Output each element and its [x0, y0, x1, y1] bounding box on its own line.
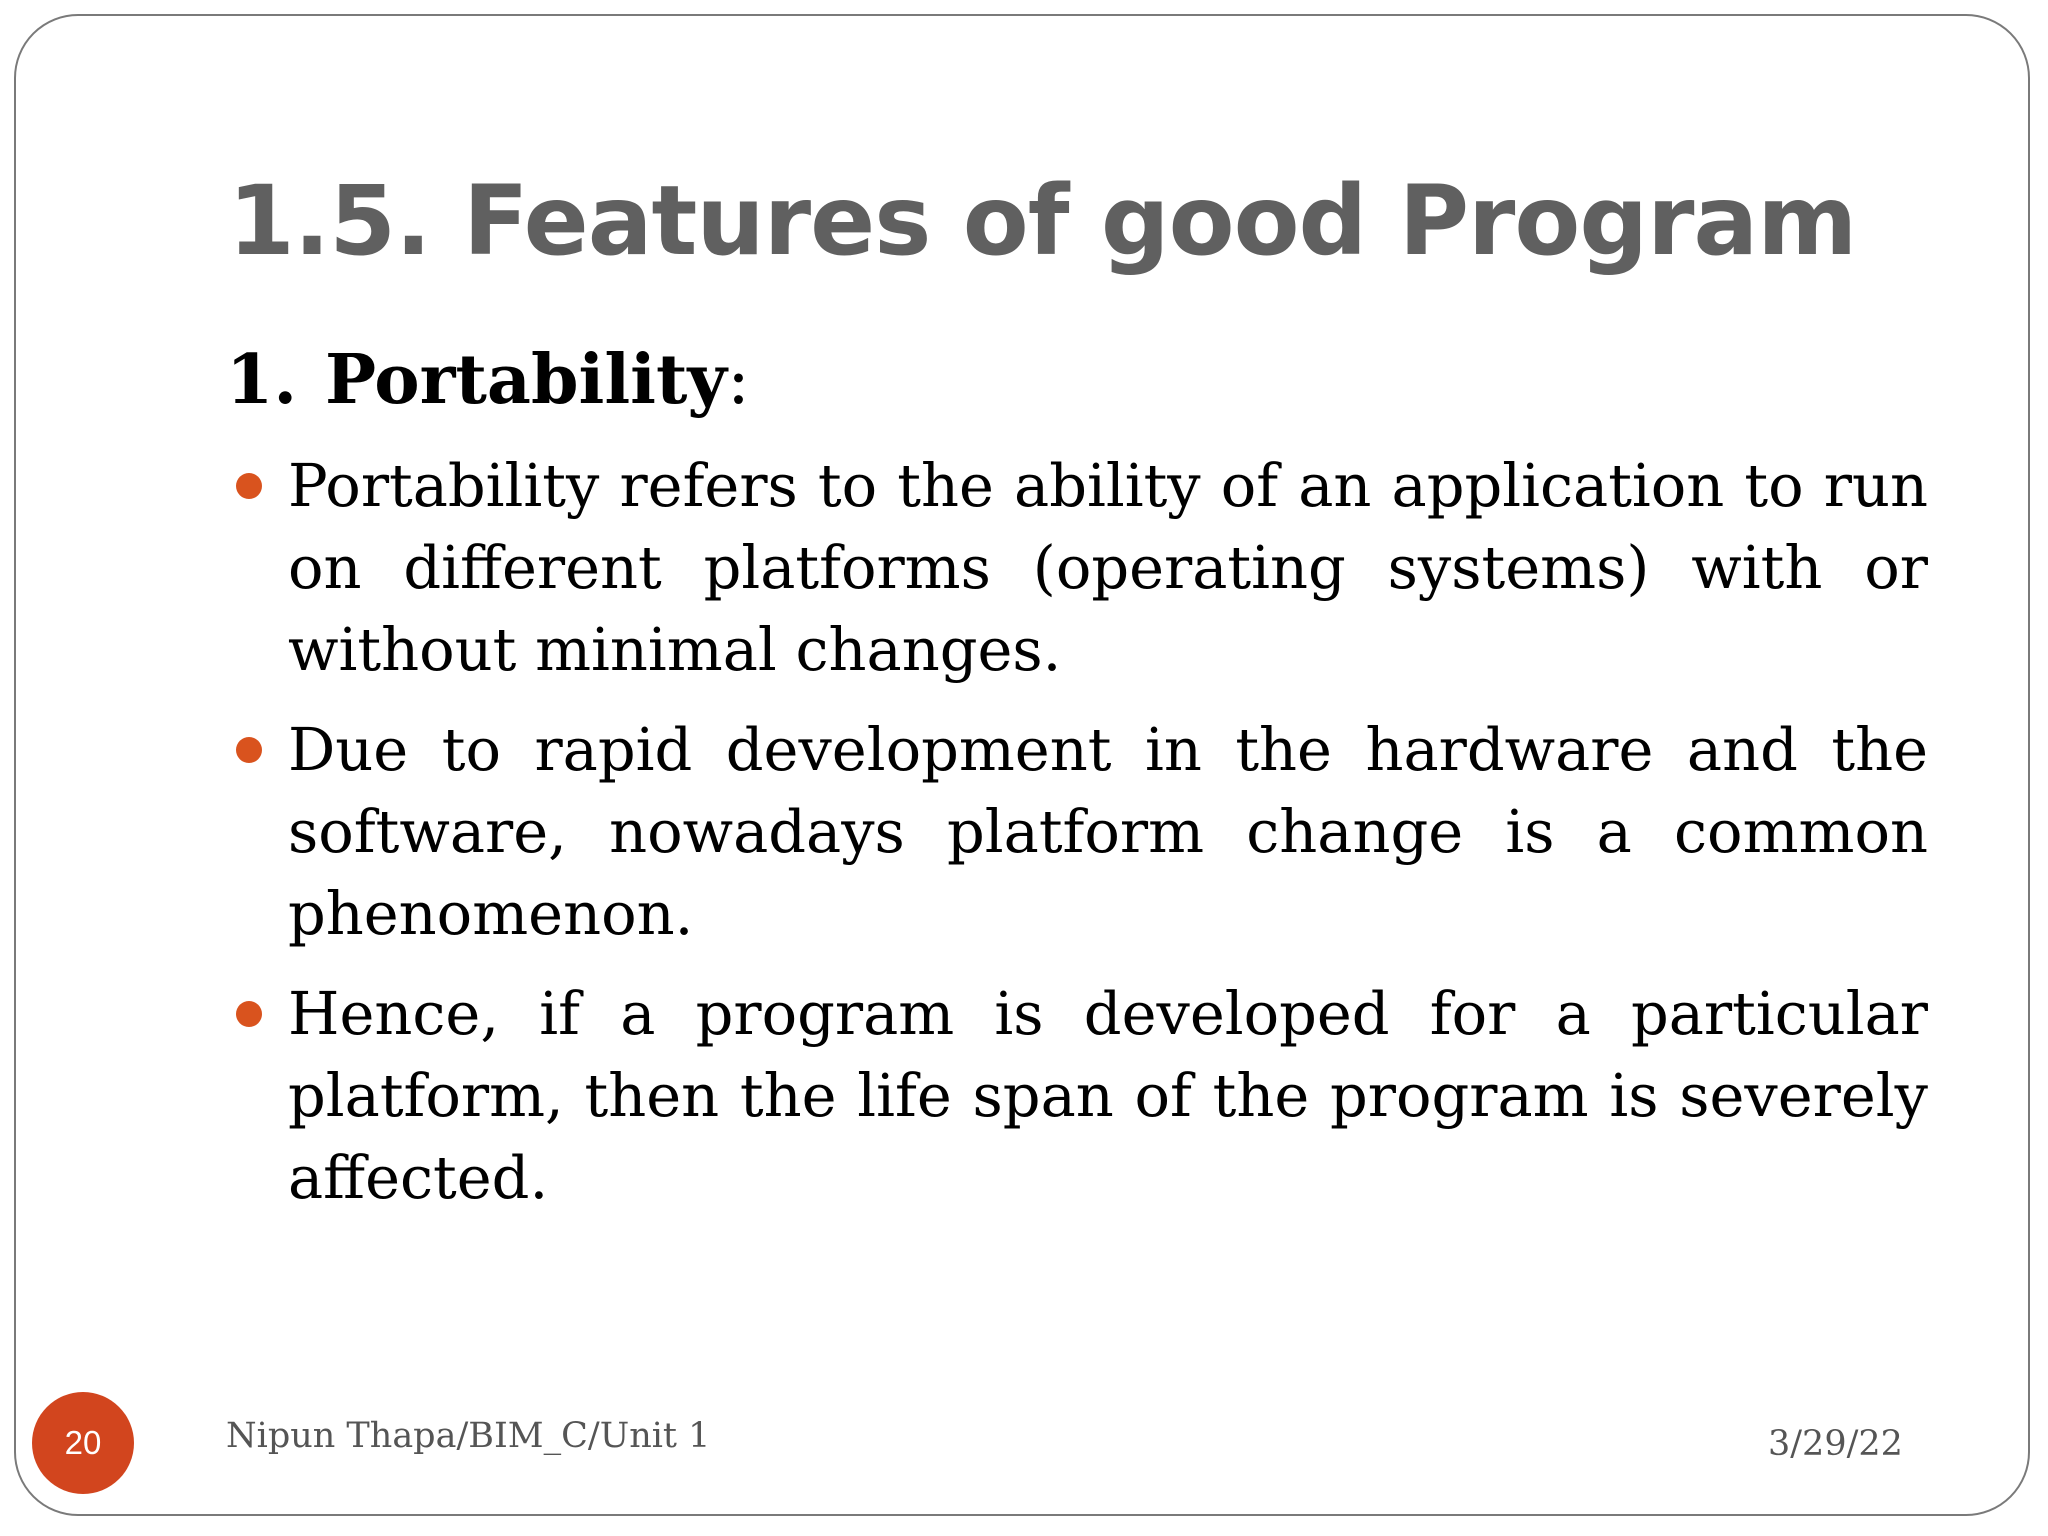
bullet-item	[228, 445, 1928, 691]
bullet-dot-icon	[236, 737, 262, 763]
heading-number: 1.	[226, 340, 297, 420]
bullet-dot-icon	[236, 1001, 262, 1027]
bullet-item	[228, 973, 1928, 1219]
bullet-dot-icon	[236, 473, 262, 499]
bullet-item	[228, 709, 1928, 955]
bullet-text: Hence, if a program is developed for a particular platform, then the life span of the program is severely affected.	[288, 979, 1928, 1212]
footer-date: 3/29/22	[1768, 1424, 1903, 1464]
heading-suffix: :	[726, 341, 750, 420]
footer-author: Nipun Thapa/BIM_C/Unit 1	[226, 1416, 711, 1456]
bullet-text: Portability refers to the ability of an application to run on different platforms (operating systems) with or without minimal changes.	[288, 451, 1928, 684]
heading-term: Portability	[325, 340, 727, 420]
slide-title: 1.5. Features of good Program	[228, 165, 1857, 277]
slide-number-badge: 20	[32, 1392, 134, 1494]
bullet-list	[228, 445, 1928, 1237]
bullet-text: Due to rapid development in the hardware and the software, nowadays platform change is a common phenomenon.	[288, 715, 1928, 948]
section-heading	[226, 340, 750, 420]
